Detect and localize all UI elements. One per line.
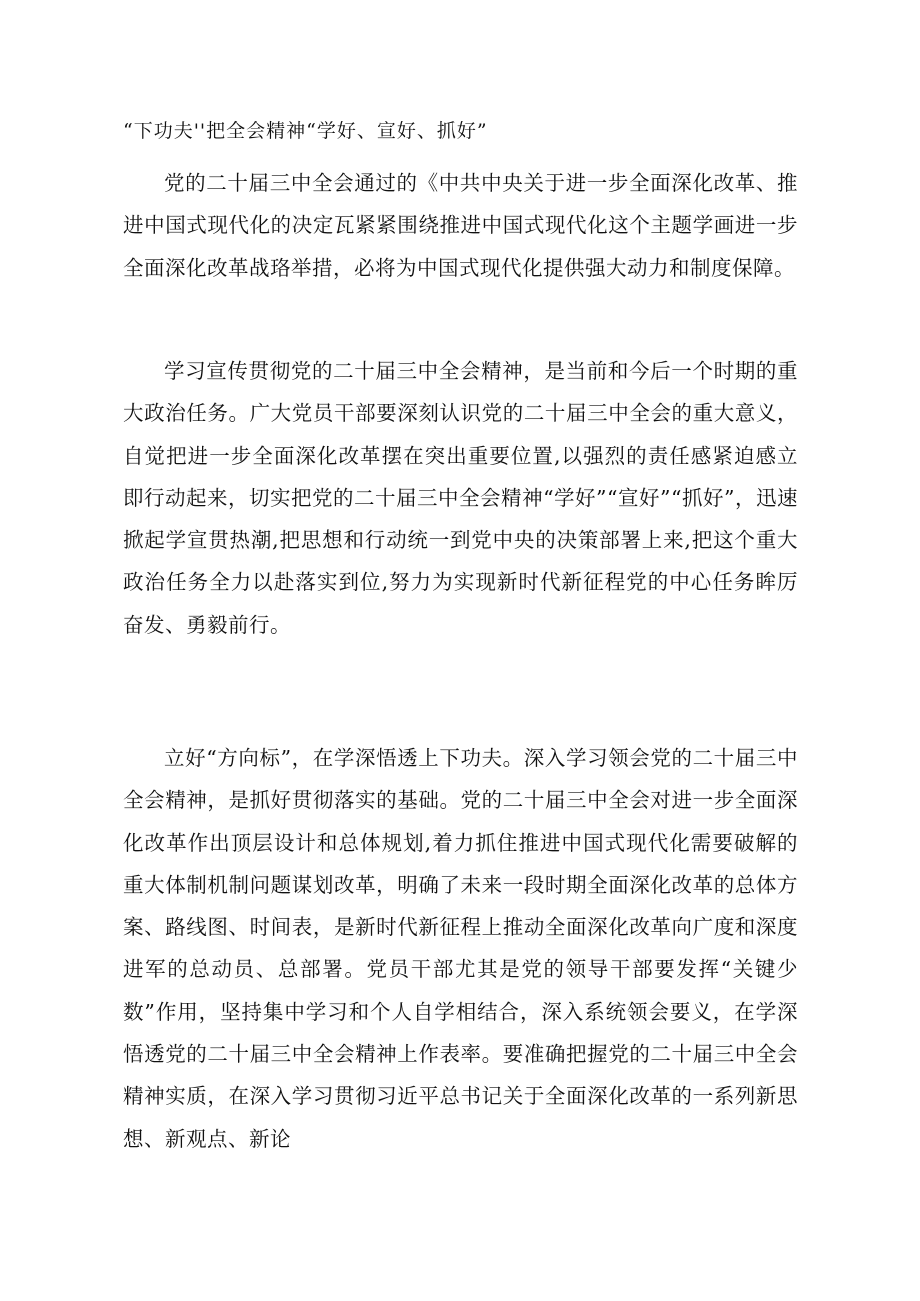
document-title: “下功夫''把全会精神“学好、宣好、抓好” bbox=[123, 120, 488, 142]
paragraph-study-propaganda: 学习宣传贯彻党的二十届三中全会精神，是当前和今后一个时期的重大政治任务。广大党员干部要深刻认识党的二十届三中全会的重大意义，自觉把进一步全面深化改革摆在突出重要位置,以强烈的责任感紧迫感立即行动起来，切实把党的二十届三中全会精神“学好”“宣好”“抓好”，迅速掀起学宣贯热潮,把思想和行动统一到党中央的决策部署上来,把这个重大政治任务全力以赴落实到位,努力为实现新时代新征程党的中心任务眸厉奋发、勇毅前行。 bbox=[123, 359, 798, 637]
paragraph-direction-marker: 立好“方向标”，在学深悟透上下功夫。深入学习领会党的二十届三中全会精神，是抓好贯彻落实的基础。党的二十届三中全会对进一步全面深化改革作出顶层设计和总体规划,着力抓住推进中国式现代化需要破解的重大体制机制问题谋划改革，明确了未来一段时期全面深化改革的总体方案、路线图、时间表，是新时代新征程上推动全面深化改革向广度和深度进军的总动员、总部署。党员干部尤其是党的领导干部要发挥“关键少数”作用，坚持集中学习和个人自学相结合，深入系统领会要义，在学深悟透党的二十届三中全会精神上作表率。要准确把握党的二十届三中全会精神实质，在深入学习贯彻习近平总书记关于全面深化改革的一系列新思想、新观点、新论 bbox=[123, 746, 798, 1151]
paragraph-intro: 党的二十届三中全会通过的《中共中央关于进一步全面深化改革、推进中国式现代化的决定瓦紧紧围绕推进中国式现代化这个主题学画进一步全面深化改革战珞举措，必将为中国式现代化提供强大动力和制度保障。 bbox=[123, 171, 798, 280]
